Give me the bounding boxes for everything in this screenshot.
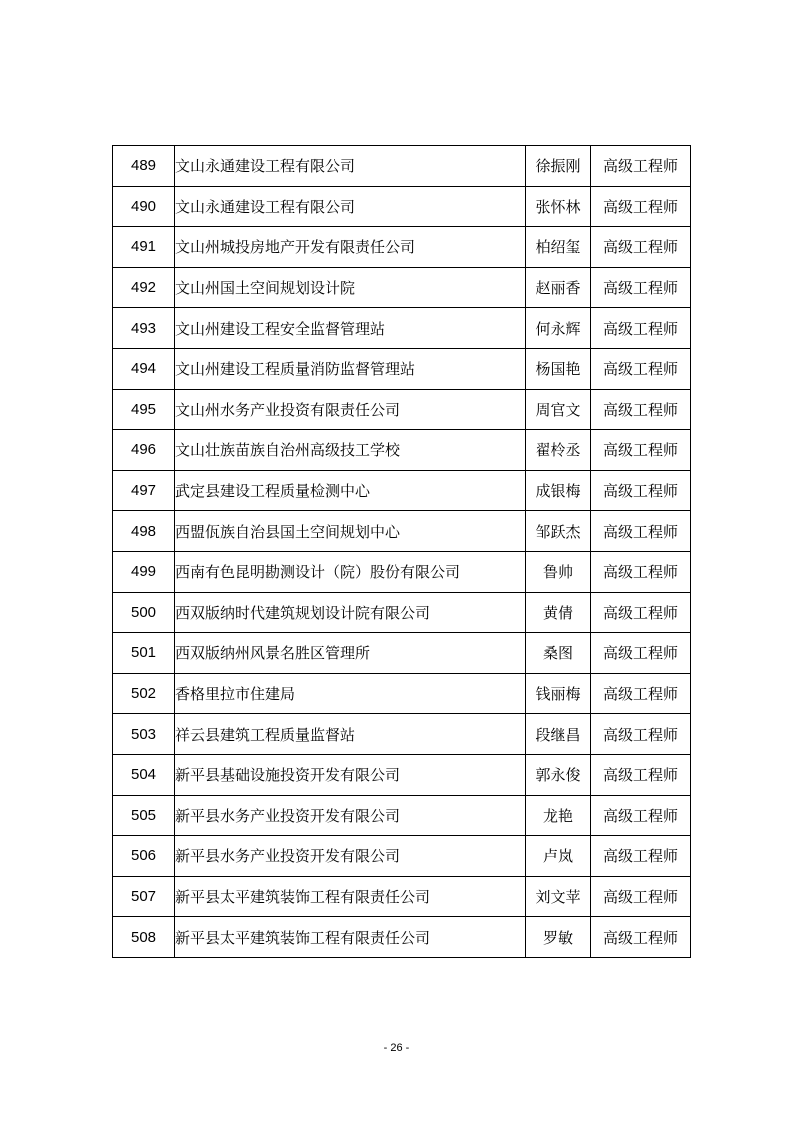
professional-title: 高级工程师 bbox=[591, 308, 691, 349]
row-number: 497 bbox=[113, 470, 175, 511]
row-number: 507 bbox=[113, 876, 175, 917]
roster-table bbox=[112, 145, 691, 958]
table-row bbox=[113, 917, 691, 958]
professional-title: 高级工程师 bbox=[591, 795, 691, 836]
table-row bbox=[113, 389, 691, 430]
organization-name: 西双版纳州风景名胜区管理所 bbox=[175, 633, 526, 674]
table-row bbox=[113, 430, 691, 471]
row-number: 503 bbox=[113, 714, 175, 755]
professional-title: 高级工程师 bbox=[591, 633, 691, 674]
row-number: 498 bbox=[113, 511, 175, 552]
professional-title: 高级工程师 bbox=[591, 673, 691, 714]
table-row bbox=[113, 714, 691, 755]
professional-title: 高级工程师 bbox=[591, 348, 691, 389]
professional-title: 高级工程师 bbox=[591, 754, 691, 795]
table-row bbox=[113, 673, 691, 714]
professional-title: 高级工程师 bbox=[591, 876, 691, 917]
row-number: 505 bbox=[113, 795, 175, 836]
professional-title: 高级工程师 bbox=[591, 430, 691, 471]
professional-title: 高级工程师 bbox=[591, 917, 691, 958]
organization-name: 香格里拉市住建局 bbox=[175, 673, 526, 714]
row-number: 499 bbox=[113, 551, 175, 592]
table-row bbox=[113, 146, 691, 187]
person-name: 赵丽香 bbox=[526, 267, 591, 308]
table-row bbox=[113, 227, 691, 268]
person-name: 龙艳 bbox=[526, 795, 591, 836]
table-row bbox=[113, 267, 691, 308]
row-number: 501 bbox=[113, 633, 175, 674]
row-number: 500 bbox=[113, 592, 175, 633]
row-number: 495 bbox=[113, 389, 175, 430]
person-name: 钱丽梅 bbox=[526, 673, 591, 714]
organization-name: 西双版纳时代建筑规划设计院有限公司 bbox=[175, 592, 526, 633]
person-name: 桑图 bbox=[526, 633, 591, 674]
table-row bbox=[113, 633, 691, 674]
row-number: 493 bbox=[113, 308, 175, 349]
organization-name: 文山州水务产业投资有限责任公司 bbox=[175, 389, 526, 430]
person-name: 翟柃丞 bbox=[526, 430, 591, 471]
professional-title: 高级工程师 bbox=[591, 267, 691, 308]
organization-name: 西盟佤族自治县国土空间规划中心 bbox=[175, 511, 526, 552]
row-number: 491 bbox=[113, 227, 175, 268]
table-row bbox=[113, 348, 691, 389]
table-row bbox=[113, 551, 691, 592]
row-number: 489 bbox=[113, 146, 175, 187]
person-name: 成银梅 bbox=[526, 470, 591, 511]
organization-name: 武定县建设工程质量检测中心 bbox=[175, 470, 526, 511]
organization-name: 西南有色昆明勘测设计（院）股份有限公司 bbox=[175, 551, 526, 592]
person-name: 张怀林 bbox=[526, 186, 591, 227]
row-number: 504 bbox=[113, 754, 175, 795]
row-number: 492 bbox=[113, 267, 175, 308]
table-row bbox=[113, 754, 691, 795]
organization-name: 文山州国土空间规划设计院 bbox=[175, 267, 526, 308]
organization-name: 文山壮族苗族自治州高级技工学校 bbox=[175, 430, 526, 471]
professional-title: 高级工程师 bbox=[591, 714, 691, 755]
table-row bbox=[113, 470, 691, 511]
organization-name: 文山州城投房地产开发有限责任公司 bbox=[175, 227, 526, 268]
person-name: 徐振刚 bbox=[526, 146, 591, 187]
professional-title: 高级工程师 bbox=[591, 146, 691, 187]
table-row bbox=[113, 308, 691, 349]
organization-name: 新平县水务产业投资开发有限公司 bbox=[175, 836, 526, 877]
organization-name: 新平县太平建筑装饰工程有限责任公司 bbox=[175, 917, 526, 958]
row-number: 494 bbox=[113, 348, 175, 389]
row-number: 502 bbox=[113, 673, 175, 714]
professional-title: 高级工程师 bbox=[591, 592, 691, 633]
row-number: 490 bbox=[113, 186, 175, 227]
table-row bbox=[113, 592, 691, 633]
row-number: 496 bbox=[113, 430, 175, 471]
professional-title: 高级工程师 bbox=[591, 227, 691, 268]
person-name: 郭永俊 bbox=[526, 754, 591, 795]
professional-title: 高级工程师 bbox=[591, 389, 691, 430]
organization-name: 文山永通建设工程有限公司 bbox=[175, 186, 526, 227]
organization-name: 新平县水务产业投资开发有限公司 bbox=[175, 795, 526, 836]
professional-title: 高级工程师 bbox=[591, 836, 691, 877]
professional-title: 高级工程师 bbox=[591, 470, 691, 511]
person-name: 何永辉 bbox=[526, 308, 591, 349]
organization-name: 文山永通建设工程有限公司 bbox=[175, 146, 526, 187]
table-row bbox=[113, 795, 691, 836]
professional-title: 高级工程师 bbox=[591, 511, 691, 552]
table-row bbox=[113, 836, 691, 877]
row-number: 506 bbox=[113, 836, 175, 877]
person-name: 卢岚 bbox=[526, 836, 591, 877]
person-name: 黄倩 bbox=[526, 592, 591, 633]
person-name: 杨国艳 bbox=[526, 348, 591, 389]
person-name: 周官文 bbox=[526, 389, 591, 430]
person-name: 鲁帅 bbox=[526, 551, 591, 592]
professional-title: 高级工程师 bbox=[591, 551, 691, 592]
organization-name: 文山州建设工程质量消防监督管理站 bbox=[175, 348, 526, 389]
professional-title: 高级工程师 bbox=[591, 186, 691, 227]
person-name: 刘文苹 bbox=[526, 876, 591, 917]
table-row bbox=[113, 511, 691, 552]
person-name: 罗敏 bbox=[526, 917, 591, 958]
row-number: 508 bbox=[113, 917, 175, 958]
person-name: 邹跃杰 bbox=[526, 511, 591, 552]
organization-name: 祥云县建筑工程质量监督站 bbox=[175, 714, 526, 755]
page-number: - 26 - bbox=[383, 1042, 410, 1054]
table-row bbox=[113, 876, 691, 917]
organization-name: 新平县基础设施投资开发有限公司 bbox=[175, 754, 526, 795]
person-name: 段继昌 bbox=[526, 714, 591, 755]
person-name: 柏绍玺 bbox=[526, 227, 591, 268]
organization-name: 文山州建设工程安全监督管理站 bbox=[175, 308, 526, 349]
organization-name: 新平县太平建筑装饰工程有限责任公司 bbox=[175, 876, 526, 917]
roster-table-body bbox=[113, 146, 691, 958]
table-row bbox=[113, 186, 691, 227]
